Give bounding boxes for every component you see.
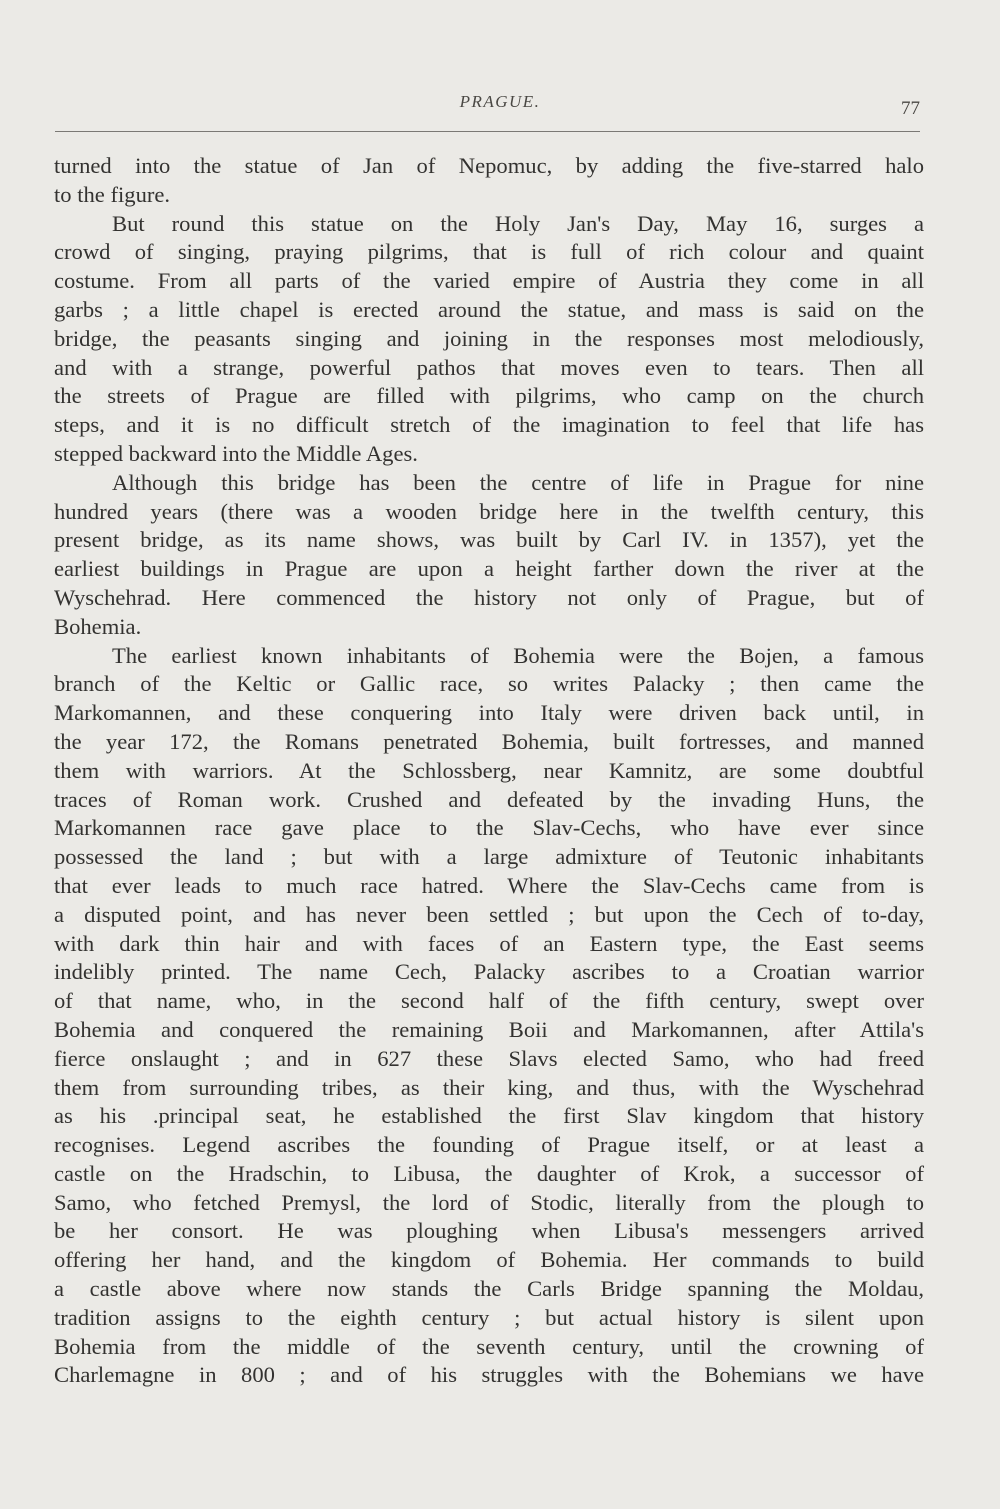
text-line: with dark thin hair and with faces of an Eastern type, the East seems	[54, 930, 924, 956]
text-line: Bohemia and conquered the remaining Boii and Markomannen, after Attila's	[54, 1016, 924, 1042]
text-line: Bohemia.	[54, 613, 142, 639]
text-line: that ever leads to much race hatred. Where the Slav-Cechs came from is	[54, 872, 924, 898]
text-line: a disputed point, and has never been settled ; but upon the Cech of to-day,	[54, 901, 924, 927]
text-line: fierce onslaught ; and in 627 these Slavs elected Samo, who had freed	[54, 1045, 924, 1071]
text-line: to the figure.	[54, 181, 171, 207]
text-line: stepped backward into the Middle Ages.	[54, 440, 418, 466]
text-line: Samo, who fetched Premysl, the lord of Stodic, literally from the plough to	[54, 1189, 924, 1215]
text-line: the streets of Prague are filled with pilgrims, who camp on the church	[54, 383, 924, 409]
text-line: The earliest known inhabitants of Bohemia were the Bojen, a famous	[112, 642, 924, 668]
page-number: 77	[901, 98, 920, 119]
text-line: Markomannen, and these conquering into Italy were driven back until, in	[54, 700, 924, 726]
header-rule	[55, 131, 920, 132]
text-line: castle on the Hradschin, to Libusa, the daughter of Krok, a successor of	[54, 1160, 924, 1186]
text-line: offering her hand, and the kingdom of Bohemia. Her commands to build	[54, 1247, 924, 1273]
body-text	[54, 152, 924, 1390]
text-line: crowd of singing, praying pilgrims, that is full of rich colour and quaint	[54, 239, 924, 265]
text-line: hundred years (there was a wooden bridge here in the twelfth century, this	[54, 498, 924, 524]
text-line: them from surrounding tribes, as their king, and thus, with the Wyschehrad	[54, 1074, 924, 1100]
text-line: traces of Roman work. Crushed and defeated by the invading Huns, the	[54, 786, 924, 812]
text-line: tradition assigns to the eighth century ; but actual history is silent upon	[54, 1304, 924, 1330]
text-line: earliest buildings in Prague are upon a height farther down the river at the	[54, 556, 924, 582]
text-line: branch of the Keltic or Gallic race, so writes Palacky ; then came the	[54, 671, 924, 697]
text-line: But round this statue on the Holy Jan's Day, May 16, surges a	[112, 210, 924, 236]
text-line: Markomannen race gave place to the Slav-Cechs, who have ever since	[54, 815, 924, 841]
text-line: as his .principal seat, he established the first Slav kingdom that history	[54, 1103, 924, 1129]
text-line: costume. From all parts of the varied empire of Austria they come in all	[54, 268, 924, 294]
text-line: be her consort. He was ploughing when Libusa's messengers arrived	[54, 1218, 924, 1244]
text-line: of that name, who, in the second half of the fifth century, swept over	[54, 988, 924, 1014]
text-line: present bridge, as its name shows, was built by Carl IV. in 1357), yet the	[54, 527, 924, 553]
running-head	[0, 88, 1000, 118]
running-title: PRAGUE.	[459, 92, 541, 111]
text-line: possessed the land ; but with a large admixture of Teutonic inhabitants	[54, 844, 924, 870]
text-line: Wyschehrad. Here commenced the history not only of Prague, but of	[54, 584, 924, 610]
text-line: and with a strange, powerful pathos that moves even to tears. Then all	[54, 354, 924, 380]
text-line: Bohemia from the middle of the seventh century, until the crowning of	[54, 1333, 924, 1359]
text-line: steps, and it is no difficult stretch of the imagination to feel that life has	[54, 412, 924, 438]
text-line: Charlemagne in 800 ; and of his struggles with the Bohemians we have	[54, 1362, 924, 1388]
text-line: a castle above where now stands the Carls Bridge spanning the Moldau,	[54, 1276, 924, 1302]
text-line: the year 172, the Romans penetrated Bohemia, built fortresses, and manned	[54, 728, 924, 754]
text-line: bridge, the peasants singing and joining in the responses most melodiously,	[54, 325, 924, 351]
text-line: Although this bridge has been the centre of life in Prague for nine	[112, 469, 924, 495]
text-line: garbs ; a little chapel is erected around the statue, and mass is said on the	[54, 296, 924, 322]
text-line: them with warriors. At the Schlossberg, near Kamnitz, are some doubtful	[54, 757, 924, 783]
text-line: recognises. Legend ascribes the founding of Prague itself, or at least a	[54, 1132, 924, 1158]
text-line: turned into the statue of Jan of Nepomuc, by adding the five-starred halo	[54, 153, 924, 178]
text-line: indelibly printed. The name Cech, Palacky ascribes to a Croatian warrior	[54, 959, 924, 985]
